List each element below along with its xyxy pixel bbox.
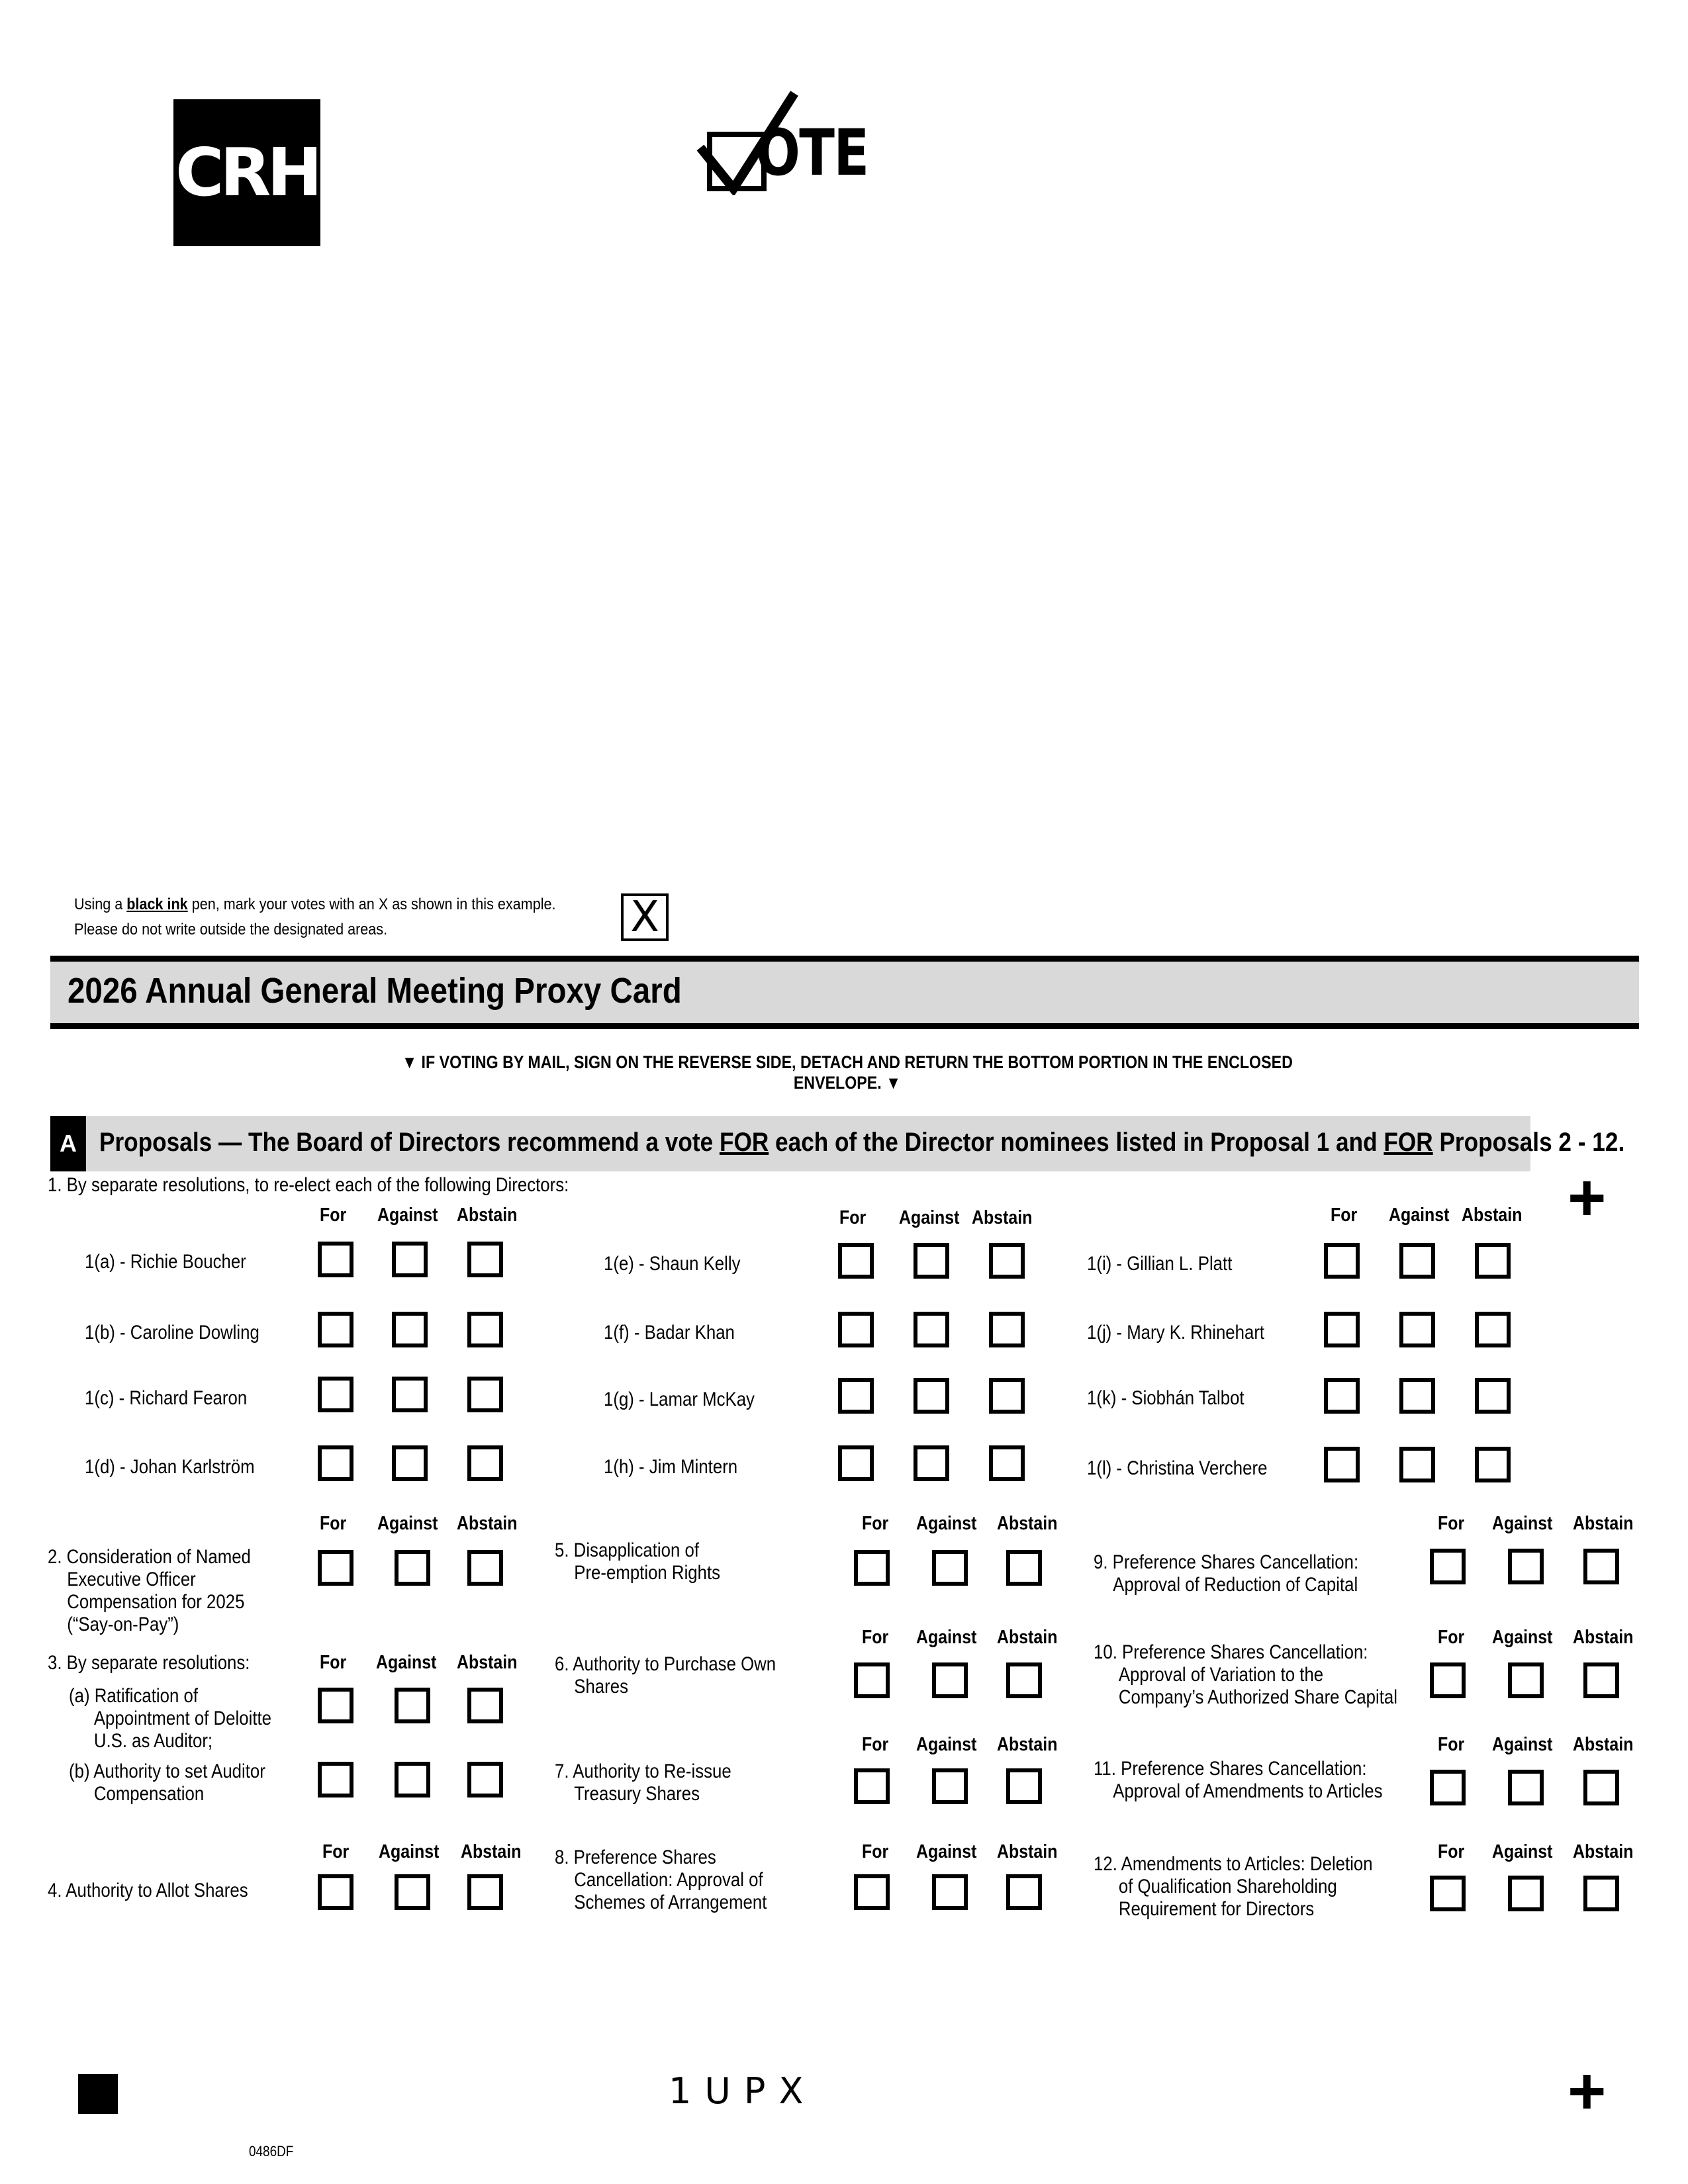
p3a-line: U.S. as Auditor; (93, 1730, 213, 1752)
vote-against-checkbox[interactable] (1508, 1549, 1544, 1584)
vote-for-checkbox[interactable] (1430, 1770, 1466, 1805)
p8-line: Schemes of Arrangement (574, 1891, 767, 1913)
p2-line: 2. Consideration of Named (48, 1546, 251, 1568)
instr-line2: Please do not write outside the designated areas. (74, 921, 388, 938)
header-abstain: Abstain (972, 1207, 1033, 1228)
vote-abstain-checkbox[interactable] (1475, 1378, 1511, 1414)
header-abstain: Abstain (1573, 1627, 1634, 1648)
header-against: Against (916, 1841, 977, 1862)
p11-line: 11. Preference Shares Cancellation: (1094, 1758, 1367, 1780)
vote-abstain-checkbox[interactable] (989, 1378, 1025, 1414)
header-abstain: Abstain (457, 1652, 518, 1673)
instr-text-post: pen, mark your votes with an X as shown in this example. (187, 895, 556, 913)
header-against: Against (1492, 1627, 1553, 1648)
nominee-label: 1(i) - Gillian L. Platt (1087, 1253, 1233, 1275)
p7-line: Treasury Shares (574, 1783, 700, 1805)
section-a-letter: A (50, 1116, 86, 1171)
p7-line: 7. Authority to Re-issue (555, 1760, 731, 1782)
nominee-label: 1(d) - Johan Karlström (85, 1456, 255, 1478)
proposal-12-label (1094, 1853, 1373, 1921)
nominee-label: 1(f) - Badar Khan (604, 1322, 735, 1343)
vote-against-checkbox[interactable] (392, 1312, 428, 1347)
p10-line: 10. Preference Shares Cancellation: (1094, 1641, 1368, 1663)
header-against: Against (376, 1652, 437, 1673)
vote-against-checkbox[interactable] (392, 1242, 428, 1277)
sec-for-2: FOR (1383, 1128, 1433, 1157)
header-for: For (1438, 1841, 1465, 1862)
proposal-5-label (555, 1539, 720, 1584)
p9-line: Approval of Reduction of Capital (1113, 1574, 1358, 1596)
proposal-10-label (1094, 1641, 1397, 1709)
vote-for-checkbox[interactable] (838, 1378, 874, 1414)
header-for: For (322, 1841, 350, 1862)
vote-against-checkbox[interactable] (1399, 1378, 1435, 1414)
header-against: Against (1492, 1734, 1553, 1755)
header-for: For (1331, 1205, 1358, 1226)
vote-against-checkbox[interactable] (914, 1378, 949, 1414)
header-against: Against (899, 1207, 960, 1228)
header-for: For (839, 1207, 867, 1228)
vote-for-checkbox[interactable] (838, 1445, 874, 1481)
vote-abstain-checkbox[interactable] (989, 1312, 1025, 1347)
nominee-label: 1(c) - Richard Fearon (85, 1387, 248, 1409)
header-against: Against (377, 1513, 438, 1534)
p2-line: (“Say-on-Pay”) (67, 1614, 179, 1635)
nominee-label: 1(l) - Christina Verchere (1087, 1457, 1268, 1479)
p10-line: Company’s Authorized Share Capital (1118, 1686, 1398, 1708)
p6-line: Shares (574, 1676, 628, 1698)
header-for: For (320, 1205, 347, 1226)
vote-abstain-checkbox[interactable] (467, 1762, 503, 1797)
vote-for-checkbox[interactable] (318, 1445, 353, 1481)
header-abstain: Abstain (997, 1734, 1058, 1755)
proposal-3-lead: 3. By separate resolutions: (48, 1652, 250, 1674)
proposal-8-label (555, 1846, 767, 1914)
vote-against-checkbox[interactable] (392, 1445, 428, 1481)
registration-square (78, 2074, 118, 2114)
vote-for-checkbox[interactable] (838, 1312, 874, 1347)
header-for: For (1438, 1513, 1465, 1534)
vote-against-checkbox[interactable] (932, 1550, 968, 1586)
proposal-7-label (555, 1760, 731, 1805)
p9-line: 9. Preference Shares Cancellation: (1094, 1551, 1359, 1573)
proposal-11-label (1094, 1758, 1383, 1803)
header-for: For (862, 1627, 889, 1648)
vote-abstain-checkbox[interactable] (1475, 1447, 1511, 1482)
vote-for-checkbox[interactable] (854, 1550, 890, 1586)
p5-line: 5. Disapplication of (555, 1539, 699, 1561)
sec-text-3: Proposals 2 - 12. (1432, 1128, 1625, 1157)
header-for: For (320, 1652, 347, 1673)
nominee-label: 1(h) - Jim Mintern (604, 1456, 738, 1478)
vote-logo (695, 89, 867, 195)
vote-against-checkbox[interactable] (1399, 1447, 1435, 1482)
vote-abstain-checkbox[interactable] (1006, 1874, 1042, 1910)
proposal-9-label (1094, 1551, 1358, 1596)
vote-against-checkbox[interactable] (914, 1312, 949, 1347)
header-for: For (862, 1841, 889, 1862)
vote-abstain-checkbox[interactable] (467, 1688, 503, 1723)
vote-against-checkbox[interactable] (932, 1768, 968, 1804)
header-for: For (1438, 1734, 1465, 1755)
vote-against-checkbox[interactable] (395, 1874, 430, 1910)
p3a-line: (a) Ratification of (69, 1685, 199, 1707)
p3a-line: Appointment of Deloitte (93, 1707, 272, 1729)
mail-notice: ▼ IF VOTING BY MAIL, SIGN ON THE REVERSE SIDE, DETACH AND RETURN THE BOTTOM PORTION IN THE ENCLOSED ENVELOPE. ▼ (402, 1052, 1293, 1093)
header-abstain: Abstain (1462, 1205, 1523, 1226)
marking-instructions (74, 892, 556, 942)
proposal-2-label (48, 1546, 251, 1636)
header-abstain: Abstain (997, 1513, 1058, 1534)
form-code-1upx: 1UPX (669, 2070, 817, 2112)
vote-abstain-checkbox[interactable] (1583, 1770, 1619, 1805)
vote-abstain-checkbox[interactable] (1006, 1662, 1042, 1698)
nominee-label: 1(a) - Richie Boucher (85, 1251, 246, 1273)
vote-against-checkbox[interactable] (1399, 1243, 1435, 1279)
title-rule-top (50, 956, 1639, 962)
example-mark-box: X (621, 893, 669, 941)
p3b-line: Compensation (93, 1783, 205, 1805)
p8-line: Cancellation: Approval of (574, 1869, 763, 1891)
vote-against-checkbox[interactable] (1508, 1876, 1544, 1911)
vote-against-checkbox[interactable] (932, 1874, 968, 1910)
header-abstain: Abstain (461, 1841, 522, 1862)
p12-line: of Qualification Shareholding (1118, 1876, 1337, 1897)
nominee-label: 1(k) - Siobhán Talbot (1087, 1387, 1244, 1409)
vote-against-checkbox[interactable] (932, 1662, 968, 1698)
card-title: 2026 Annual General Meeting Proxy Card (68, 971, 682, 1011)
vote-against-checkbox[interactable] (395, 1762, 430, 1797)
vote-abstain-checkbox[interactable] (467, 1242, 503, 1277)
vote-against-checkbox[interactable] (914, 1243, 949, 1279)
p3b-line: (b) Authority to set Auditor (69, 1760, 265, 1782)
header-against: Against (1389, 1205, 1450, 1226)
document-code: 0486DF (249, 2143, 294, 2160)
vote-for-checkbox[interactable] (1324, 1447, 1360, 1482)
crosshair-mark: + (1568, 1161, 1607, 1235)
proposal-3b-label (69, 1760, 265, 1805)
nominee-label: 1(g) - Lamar McKay (604, 1388, 755, 1410)
vote-against-checkbox[interactable] (395, 1550, 430, 1586)
header-against: Against (1492, 1841, 1553, 1862)
vote-abstain-checkbox[interactable] (989, 1243, 1025, 1279)
vote-for-checkbox[interactable] (1324, 1243, 1360, 1279)
header-against: Against (1492, 1513, 1553, 1534)
header-against: Against (916, 1734, 977, 1755)
p8-line: 8. Preference Shares (555, 1846, 716, 1868)
vote-for-checkbox[interactable] (1324, 1312, 1360, 1347)
proposal-4-label: 4. Authority to Allot Shares (48, 1880, 248, 1901)
header-for: For (862, 1513, 889, 1534)
sec-text-2: each of the Director nominees listed in Proposal 1 and (769, 1128, 1384, 1157)
header-against: Against (916, 1513, 977, 1534)
header-against: Against (377, 1205, 438, 1226)
vote-for-checkbox[interactable] (854, 1662, 890, 1698)
p2-line: Compensation for 2025 (67, 1591, 245, 1613)
vote-for-checkbox[interactable] (1430, 1549, 1466, 1584)
vote-abstain-checkbox[interactable] (467, 1445, 503, 1481)
vote-abstain-checkbox[interactable] (1583, 1876, 1619, 1911)
header-abstain: Abstain (1573, 1513, 1634, 1534)
vote-abstain-checkbox[interactable] (467, 1874, 503, 1910)
nominee-label: 1(b) - Caroline Dowling (85, 1322, 259, 1343)
header-abstain: Abstain (1573, 1841, 1634, 1862)
proposal-6-label (555, 1653, 776, 1698)
instr-black-ink: black ink (126, 895, 188, 913)
instr-text: Using a (74, 895, 127, 913)
vote-abstain-checkbox[interactable] (467, 1312, 503, 1347)
header-abstain: Abstain (457, 1513, 518, 1534)
vote-abstain-checkbox[interactable] (1583, 1662, 1619, 1698)
p12-line: Requirement for Directors (1118, 1898, 1315, 1920)
vote-against-checkbox[interactable] (1508, 1770, 1544, 1805)
vote-for-checkbox[interactable] (318, 1242, 353, 1277)
header-for: For (862, 1734, 889, 1755)
proposal-1-lead: 1. By separate resolutions, to re-elect each of the following Directors: (48, 1174, 569, 1196)
header-abstain: Abstain (997, 1627, 1058, 1648)
p2-line: Executive Officer (67, 1569, 196, 1590)
p11-line: Approval of Amendments to Articles (1113, 1780, 1383, 1802)
vote-abstain-checkbox[interactable] (1583, 1549, 1619, 1584)
vote-for-checkbox[interactable] (1430, 1876, 1466, 1911)
crh-logo-text: CRH (175, 134, 319, 211)
p12-line: 12. Amendments to Articles: Deletion (1094, 1853, 1373, 1875)
crosshair-mark: + (1568, 2054, 1607, 2128)
section-a-heading (99, 1128, 1624, 1158)
vote-for-checkbox[interactable] (318, 1688, 353, 1723)
vote-for-checkbox[interactable] (1324, 1378, 1360, 1414)
vote-for-checkbox[interactable] (318, 1762, 353, 1797)
vote-logo-text: OTE (756, 116, 868, 190)
p6-line: 6. Authority to Purchase Own (555, 1653, 776, 1675)
vote-against-checkbox[interactable] (1508, 1662, 1544, 1698)
nominee-label: 1(e) - Shaun Kelly (604, 1253, 741, 1275)
vote-for-checkbox[interactable] (838, 1243, 874, 1279)
vote-against-checkbox[interactable] (392, 1377, 428, 1412)
header-abstain: Abstain (457, 1205, 518, 1226)
vote-for-checkbox[interactable] (1430, 1662, 1466, 1698)
vote-for-checkbox[interactable] (854, 1768, 890, 1804)
header-abstain: Abstain (997, 1841, 1058, 1862)
vote-against-checkbox[interactable] (1399, 1312, 1435, 1347)
vote-for-checkbox[interactable] (318, 1312, 353, 1347)
p5-line: Pre-emption Rights (574, 1562, 721, 1584)
vote-abstain-checkbox[interactable] (467, 1550, 503, 1586)
proposal-3a-label (69, 1685, 271, 1752)
sec-text-1: Proposals — The Board of Directors recommend a vote (99, 1128, 720, 1157)
title-rule-bottom (50, 1023, 1639, 1029)
vote-for-checkbox[interactable] (318, 1377, 353, 1412)
p10-line: Approval of Variation to the (1118, 1664, 1324, 1686)
vote-abstain-checkbox[interactable] (1475, 1312, 1511, 1347)
vote-abstain-checkbox[interactable] (467, 1377, 503, 1412)
header-for: For (320, 1513, 347, 1534)
vote-abstain-checkbox[interactable] (989, 1445, 1025, 1481)
header-for: For (1438, 1627, 1465, 1648)
vote-against-checkbox[interactable] (395, 1688, 430, 1723)
header-against: Against (379, 1841, 440, 1862)
header-abstain: Abstain (1573, 1734, 1634, 1755)
sec-for-1: FOR (719, 1128, 769, 1157)
vote-for-checkbox[interactable] (318, 1874, 353, 1910)
header-against: Against (916, 1627, 977, 1648)
vote-abstain-checkbox[interactable] (1475, 1243, 1511, 1279)
nominee-label: 1(j) - Mary K. Rhinehart (1087, 1322, 1265, 1343)
vote-for-checkbox[interactable] (318, 1550, 353, 1586)
vote-abstain-checkbox[interactable] (1006, 1550, 1042, 1586)
vote-against-checkbox[interactable] (914, 1445, 949, 1481)
vote-for-checkbox[interactable] (854, 1874, 890, 1910)
vote-abstain-checkbox[interactable] (1006, 1768, 1042, 1804)
